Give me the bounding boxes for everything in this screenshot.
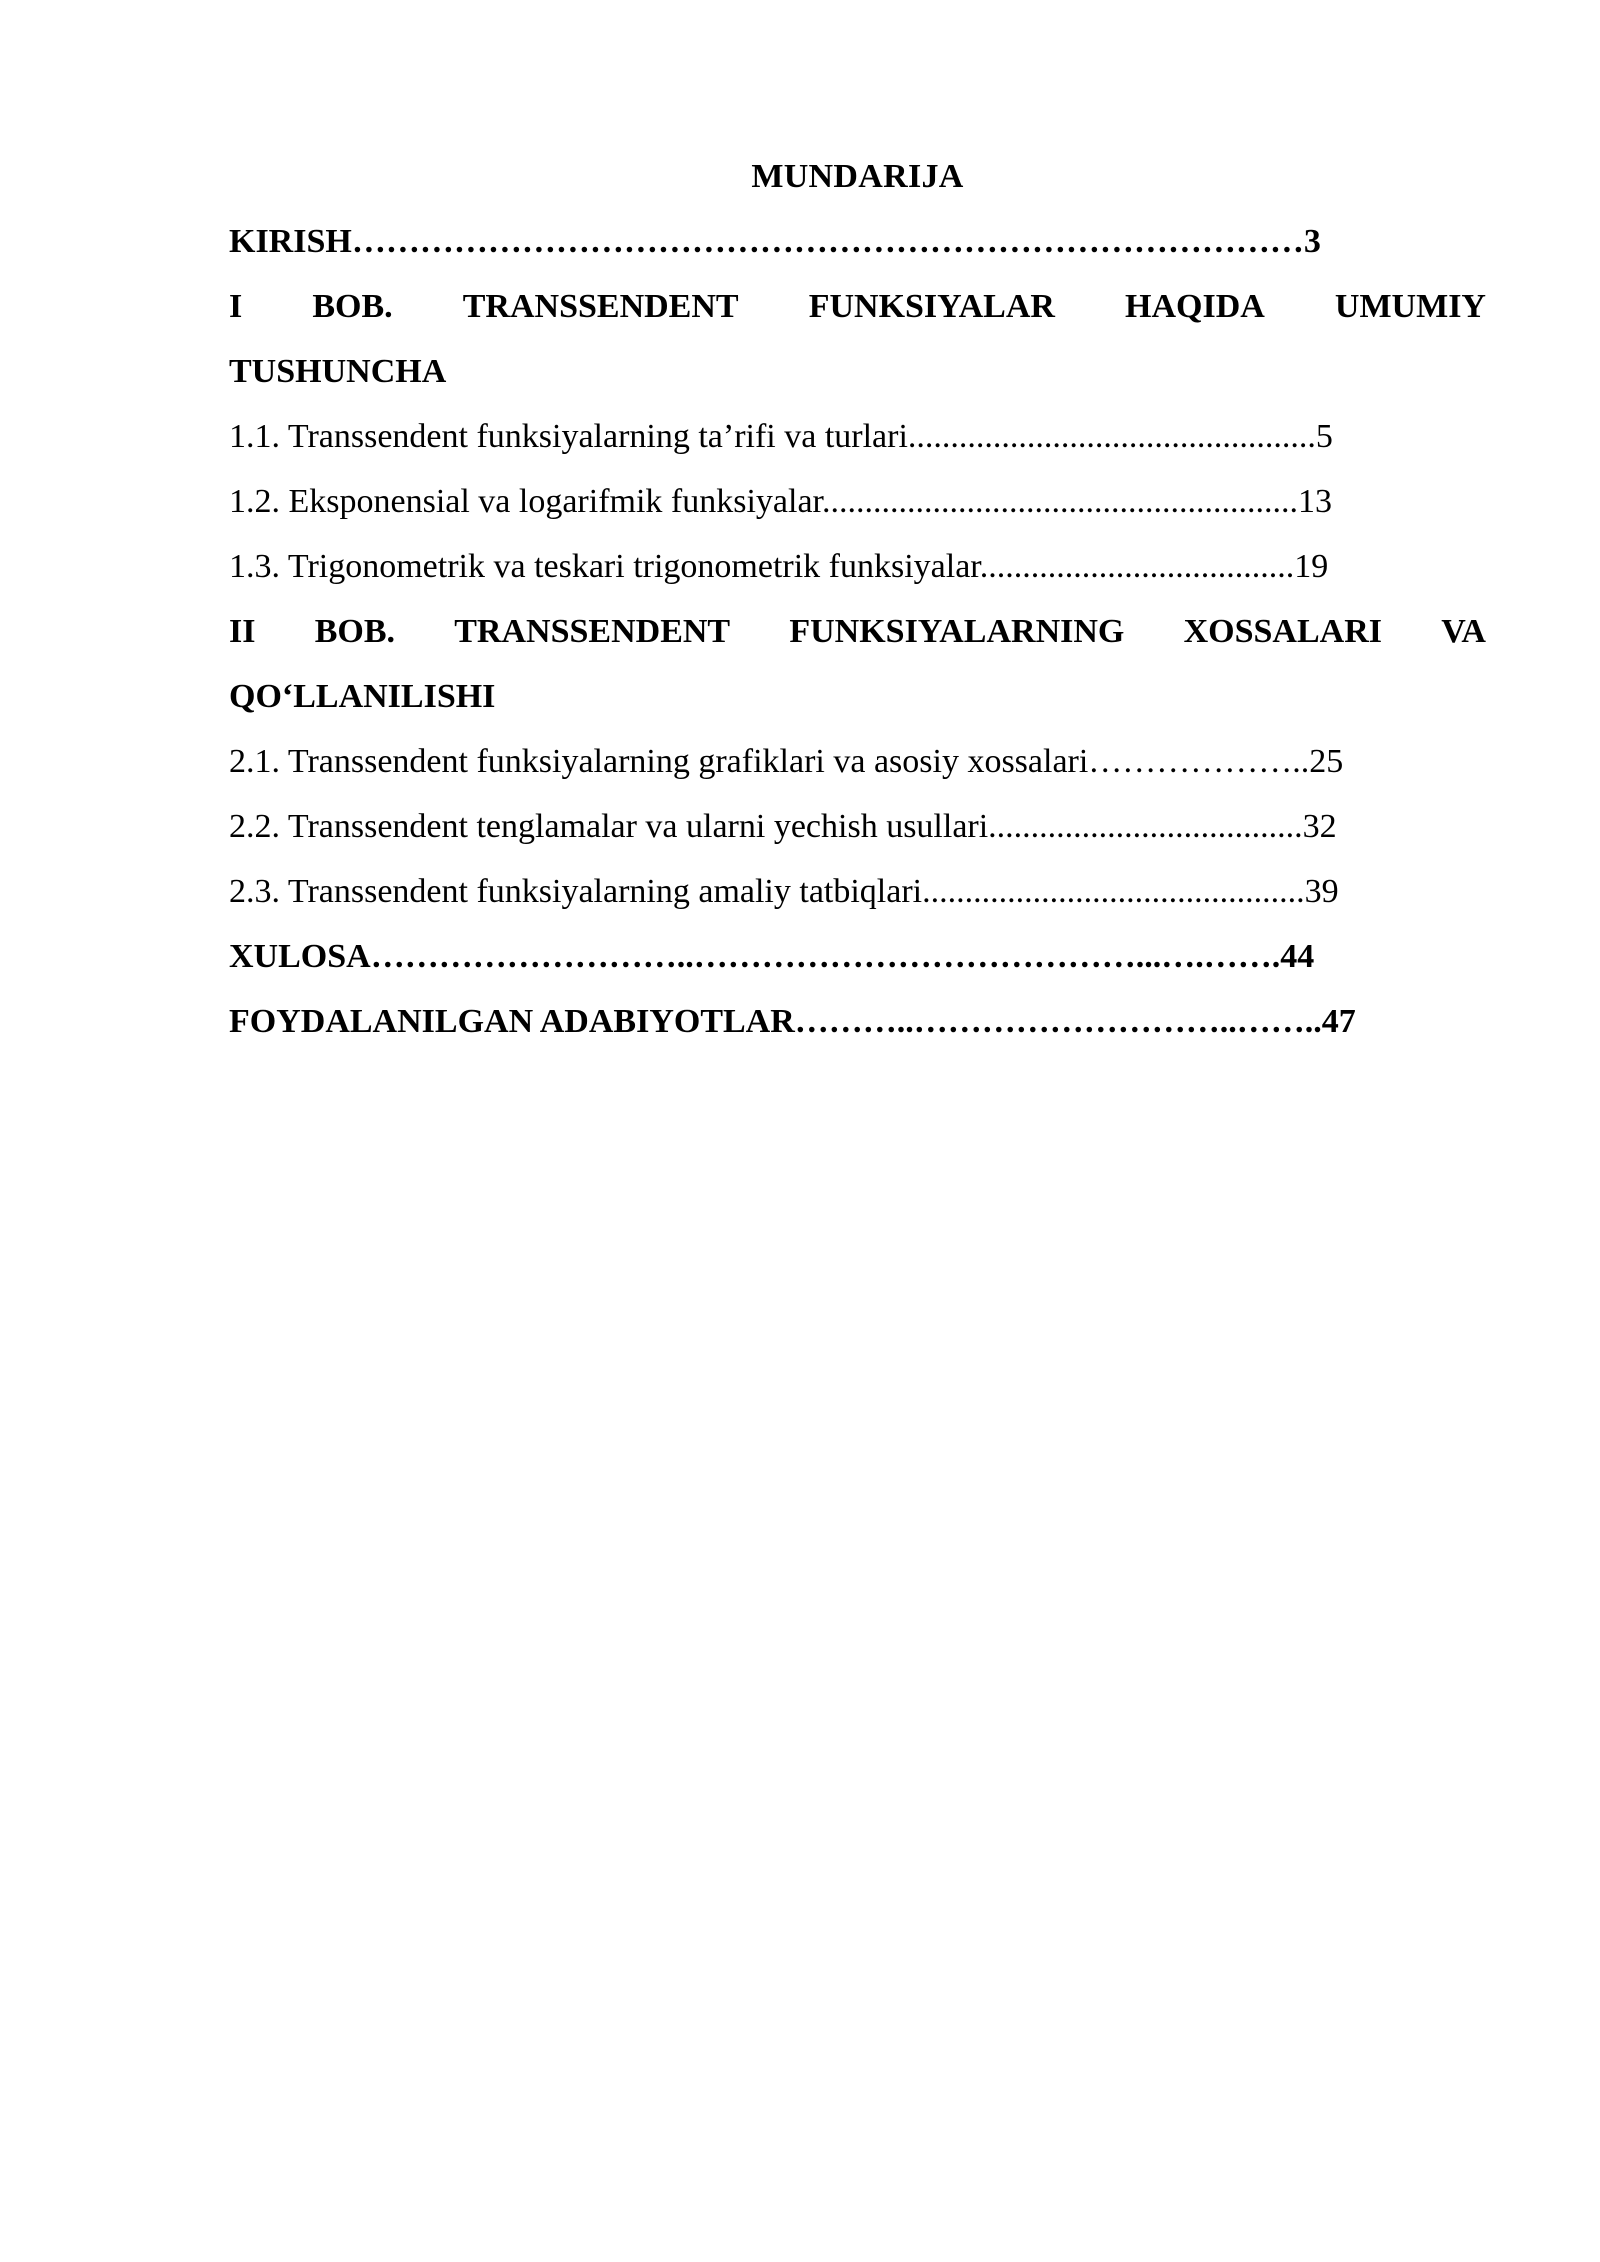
toc-chapter-2 bbox=[229, 599, 1486, 729]
toc-title: MUNDARIJA bbox=[751, 158, 964, 195]
toc-chapter-1-word: HAQIDA bbox=[1125, 288, 1265, 325]
toc-chapter-2-word: TRANSSENDENT bbox=[454, 613, 731, 650]
toc-entry-1-3: 1.3. Trigonometrik va teskari trigonometrik funksiyalar.....................................19 bbox=[229, 548, 1329, 585]
toc-chapter-2-word: II bbox=[229, 613, 256, 650]
toc-chapter-1-word: BOB. bbox=[312, 288, 393, 325]
toc-chapter-1-line bbox=[229, 274, 1486, 339]
toc-entry-adabiyotlar: FOYDALANILGAN ADABIYOTLAR………..………………………..……..47 bbox=[229, 1003, 1356, 1040]
toc-entry-1-1: 1.1. Transsendent funksiyalarning ta’rifi va turlari................................................5 bbox=[229, 418, 1333, 455]
toc-entry-xulosa: XULOSA………………………..…………………………………...….…….44 bbox=[229, 938, 1315, 975]
toc-entry-2-1: 2.1. Transsendent funksiyalarning grafiklari va asosiy xossalari………………..25 bbox=[229, 743, 1344, 780]
toc-chapter-1-word: UMUMIY bbox=[1334, 288, 1486, 325]
table-of-contents bbox=[229, 144, 1486, 1054]
toc-chapter-2-word: XOSSALARI bbox=[1183, 613, 1382, 650]
toc-chapter-1-word: TRANSSENDENT bbox=[462, 288, 739, 325]
toc-entry-kirish: KIRISH…………………………………………………………………………3 bbox=[229, 223, 1321, 260]
toc-chapter-1-word: I bbox=[229, 288, 243, 325]
toc-chapter-1-tail: TUSHUNCHA bbox=[229, 353, 447, 390]
toc-chapter-2-line bbox=[229, 599, 1486, 664]
toc-chapter-2-word: BOB. bbox=[314, 613, 396, 650]
toc-entry-2-2: 2.2. Transsendent tenglamalar va ularni yechish usullari.....................................32 bbox=[229, 808, 1337, 845]
toc-chapter-2-tail: QO‘LLANILISHI bbox=[229, 678, 496, 715]
toc-chapter-1-word: FUNKSIYALAR bbox=[808, 288, 1055, 325]
toc-chapter-2-word: FUNKSIYALARNING bbox=[789, 613, 1125, 650]
toc-chapter-1 bbox=[229, 274, 1486, 404]
toc-entry-1-2: 1.2. Eksponensial va logarifmik funksiyalar........................................................13 bbox=[229, 483, 1332, 520]
toc-entry-2-3: 2.3. Transsendent funksiyalarning amaliy tatbiqlari.............................................39 bbox=[229, 873, 1339, 910]
toc-chapter-2-word: VA bbox=[1441, 613, 1486, 650]
